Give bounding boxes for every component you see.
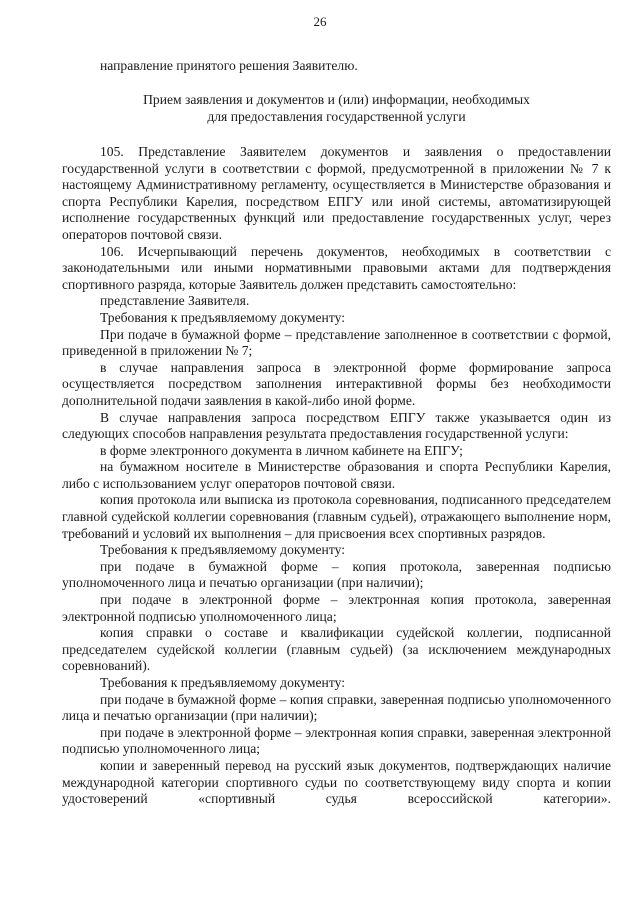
paragraph-item: при подаче в бумажной форме – копия справки, заверенная подписью уполномоченного лица и печатью организации (при наличии); (62, 691, 611, 724)
paragraph-106: 106. Исчерпывающий перечень документов, необходимых в соответствии с законодательными или иными нормативными правовыми актами для подтверждения спортивного разряда, которые Заявитель должен представить самостоятельно: (62, 243, 611, 292)
paragraph-item: Требования к предъявляемому документу: (100, 675, 345, 690)
paragraph-item: копия протокола или выписка из протокола соревнования, подписанного председателем главной судейской коллегии соревнования (главным судьей), отражающего выполнение норм, требований и условий их выполнения – для присвоения всех спортивных разрядов. (62, 492, 611, 541)
section-heading-line-1: Прием заявления и документов и (или) информации, необходимых (143, 92, 530, 107)
paragraph-item: Требования к предъявляемому документу: (100, 542, 345, 558)
paragraph-item: при подаче в электронной форме – электронная копия справки, заверенная электронной подписью уполномоченного лица; (62, 724, 611, 757)
paragraph-item: копии и заверенный перевод на русский язык документов, подтверждающих наличие международной категории спортивного судьи по соответствующему виду спорта и копии удостоверений «спортивный судья всероссийской категории». (62, 757, 611, 807)
lead-paragraph: направление принятого решения Заявителю. (100, 58, 358, 73)
paragraph-item: В случае направления запроса посредством ЕПГУ также указывается один из следующих способов направления результата предоставления государственной услуги: (62, 409, 611, 442)
section-heading-line-2: для предоставления государственной услуги (207, 108, 466, 124)
paragraph-item: в форме электронного документа в личном кабинете на ЕПГУ; (100, 442, 463, 458)
paragraph-105: 105. Представление Заявителем документов и заявления о предоставлении государственной услуги в соответствии с формой, предусмотренной в приложении № 7 к настоящему Административному регламенту, осуществляется в Министерстве образования и спорта Республики Карелия, посредством ЕПГУ или иной системы, автоматизирующей исполнение государственных функций или предоставление государственных услуг, через операторов почтовой связи. (62, 144, 611, 242)
body-text (62, 144, 611, 808)
section-heading (62, 92, 611, 125)
page-number: 26 (313, 14, 327, 29)
paragraph-item: в случае направления запроса в электронной форме формирование запроса осуществляется посредством заполнения интерактивной формы без необходимости дополнительной подачи заявления в какой-либо иной форме. (62, 359, 611, 408)
paragraph-item: представление Заявителя. (100, 293, 250, 309)
paragraph-item: при подаче в бумажной форме – копия протокола, заверенная подписью уполномоченного лица и печатью организации (при наличии); (62, 558, 611, 591)
paragraph-item: При подаче в бумажной форме – представление заполненное в соответствии с формой, приведенной в приложении № 7; (62, 326, 611, 359)
paragraph-item: при подаче в электронной форме – электронная копия протокола, заверенная электронной подписью уполномоченного лица; (62, 592, 611, 624)
paragraph-item: Требования к предъявляемому документу: (100, 309, 345, 325)
paragraph-item: копия справки о составе и квалификации судейской коллегии, подписанной председателем судейской коллегии (главным судьей) (за исключением международных соревнований). (62, 625, 611, 674)
paragraph-item: на бумажном носителе в Министерстве образования и спорта Республики Карелия, либо с использованием услуг операторов почтовой связи. (62, 459, 611, 491)
